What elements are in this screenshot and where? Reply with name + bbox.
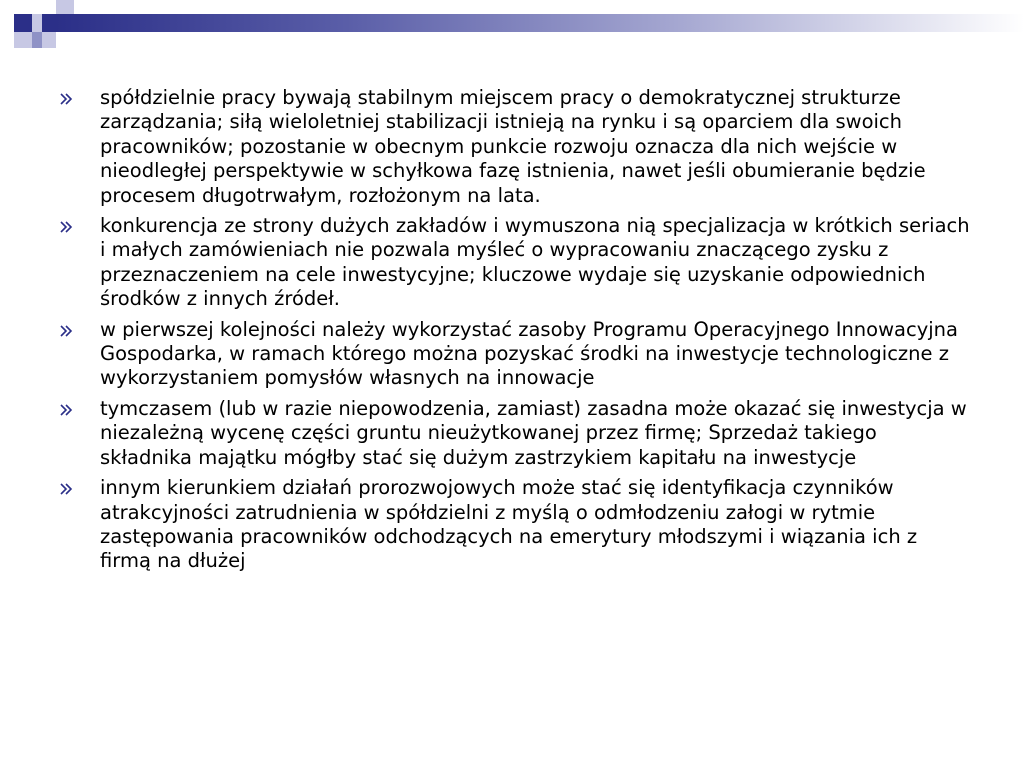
chevron-arrow-icon	[60, 483, 74, 495]
decor-square	[32, 14, 42, 32]
decor-square	[14, 14, 32, 32]
bullet-item	[60, 86, 970, 208]
bullet-item	[60, 476, 970, 574]
decor-square	[32, 32, 42, 48]
slide-header-decoration	[0, 0, 1024, 48]
bullet-item	[60, 318, 970, 391]
slide-content	[60, 86, 970, 580]
decor-square	[42, 14, 56, 32]
decor-square	[42, 32, 56, 48]
bullet-item	[60, 214, 970, 312]
bullet-text: innym kierunkiem działań prorozwojowych może stać się identyfikacja czynników atrakcyjności zatrudnienia w spółdzielni z myślą o odmłodzeniu załogi w rytmie zastępowania pracowników odchodzących na emerytury młodszymi i wiązania ich z firmą na dłużej	[100, 476, 918, 573]
chevron-arrow-icon	[60, 404, 74, 416]
decor-square	[56, 0, 74, 14]
decor-square	[14, 32, 32, 48]
chevron-arrow-icon	[60, 325, 74, 337]
bullet-list	[60, 86, 970, 574]
chevron-arrow-icon	[60, 221, 74, 233]
header-gradient-bar	[56, 14, 1024, 32]
bullet-text: tymczasem (lub w razie niepowodzenia, zamiast) zasadna może okazać się inwestycja w niezależną wycenę części gruntu nieużytkowanej przez firmę; Sprzedaż takiego składnika majątku mógłby stać się dużym zastrzykiem kapitału na inwestycje	[100, 396, 967, 469]
bullet-text: konkurencja ze strony dużych zakładów i wymuszona nią specjalizacja w krótkich seriach i małych zamówieniach nie pozwala myśleć o wypracowaniu znaczącego zysku z przeznaczeniem na cele inwestycyjne; kluczowe wydaje się uzyskanie odpowiednich środków z innych źródeł.	[100, 214, 970, 311]
chevron-arrow-icon	[60, 93, 74, 105]
bullet-text: spółdzielnie pracy bywają stabilnym miejscem pracy o demokratycznej strukturze zarządzania; siłą wieloletniej stabilizacji istnieją na rynku i są oparciem dla swoich pracowników; pozostanie w obecnym punkcie rozwoju oznacza dla nich wejście w nieodległej perspektywie w schyłkowa fazę istnienia, nawet jeśli obumieranie będzie procesem długotrwałym, rozłożonym na lata.	[100, 86, 926, 207]
bullet-text: w pierwszej kolejności należy wykorzystać zasoby Programu Operacyjnego Innowacyjna Gospodarka, w ramach którego można pozyskać środki na inwestycje technologiczne z wykorzystaniem pomysłów własnych na innowacje	[100, 317, 958, 390]
bullet-item	[60, 397, 970, 470]
